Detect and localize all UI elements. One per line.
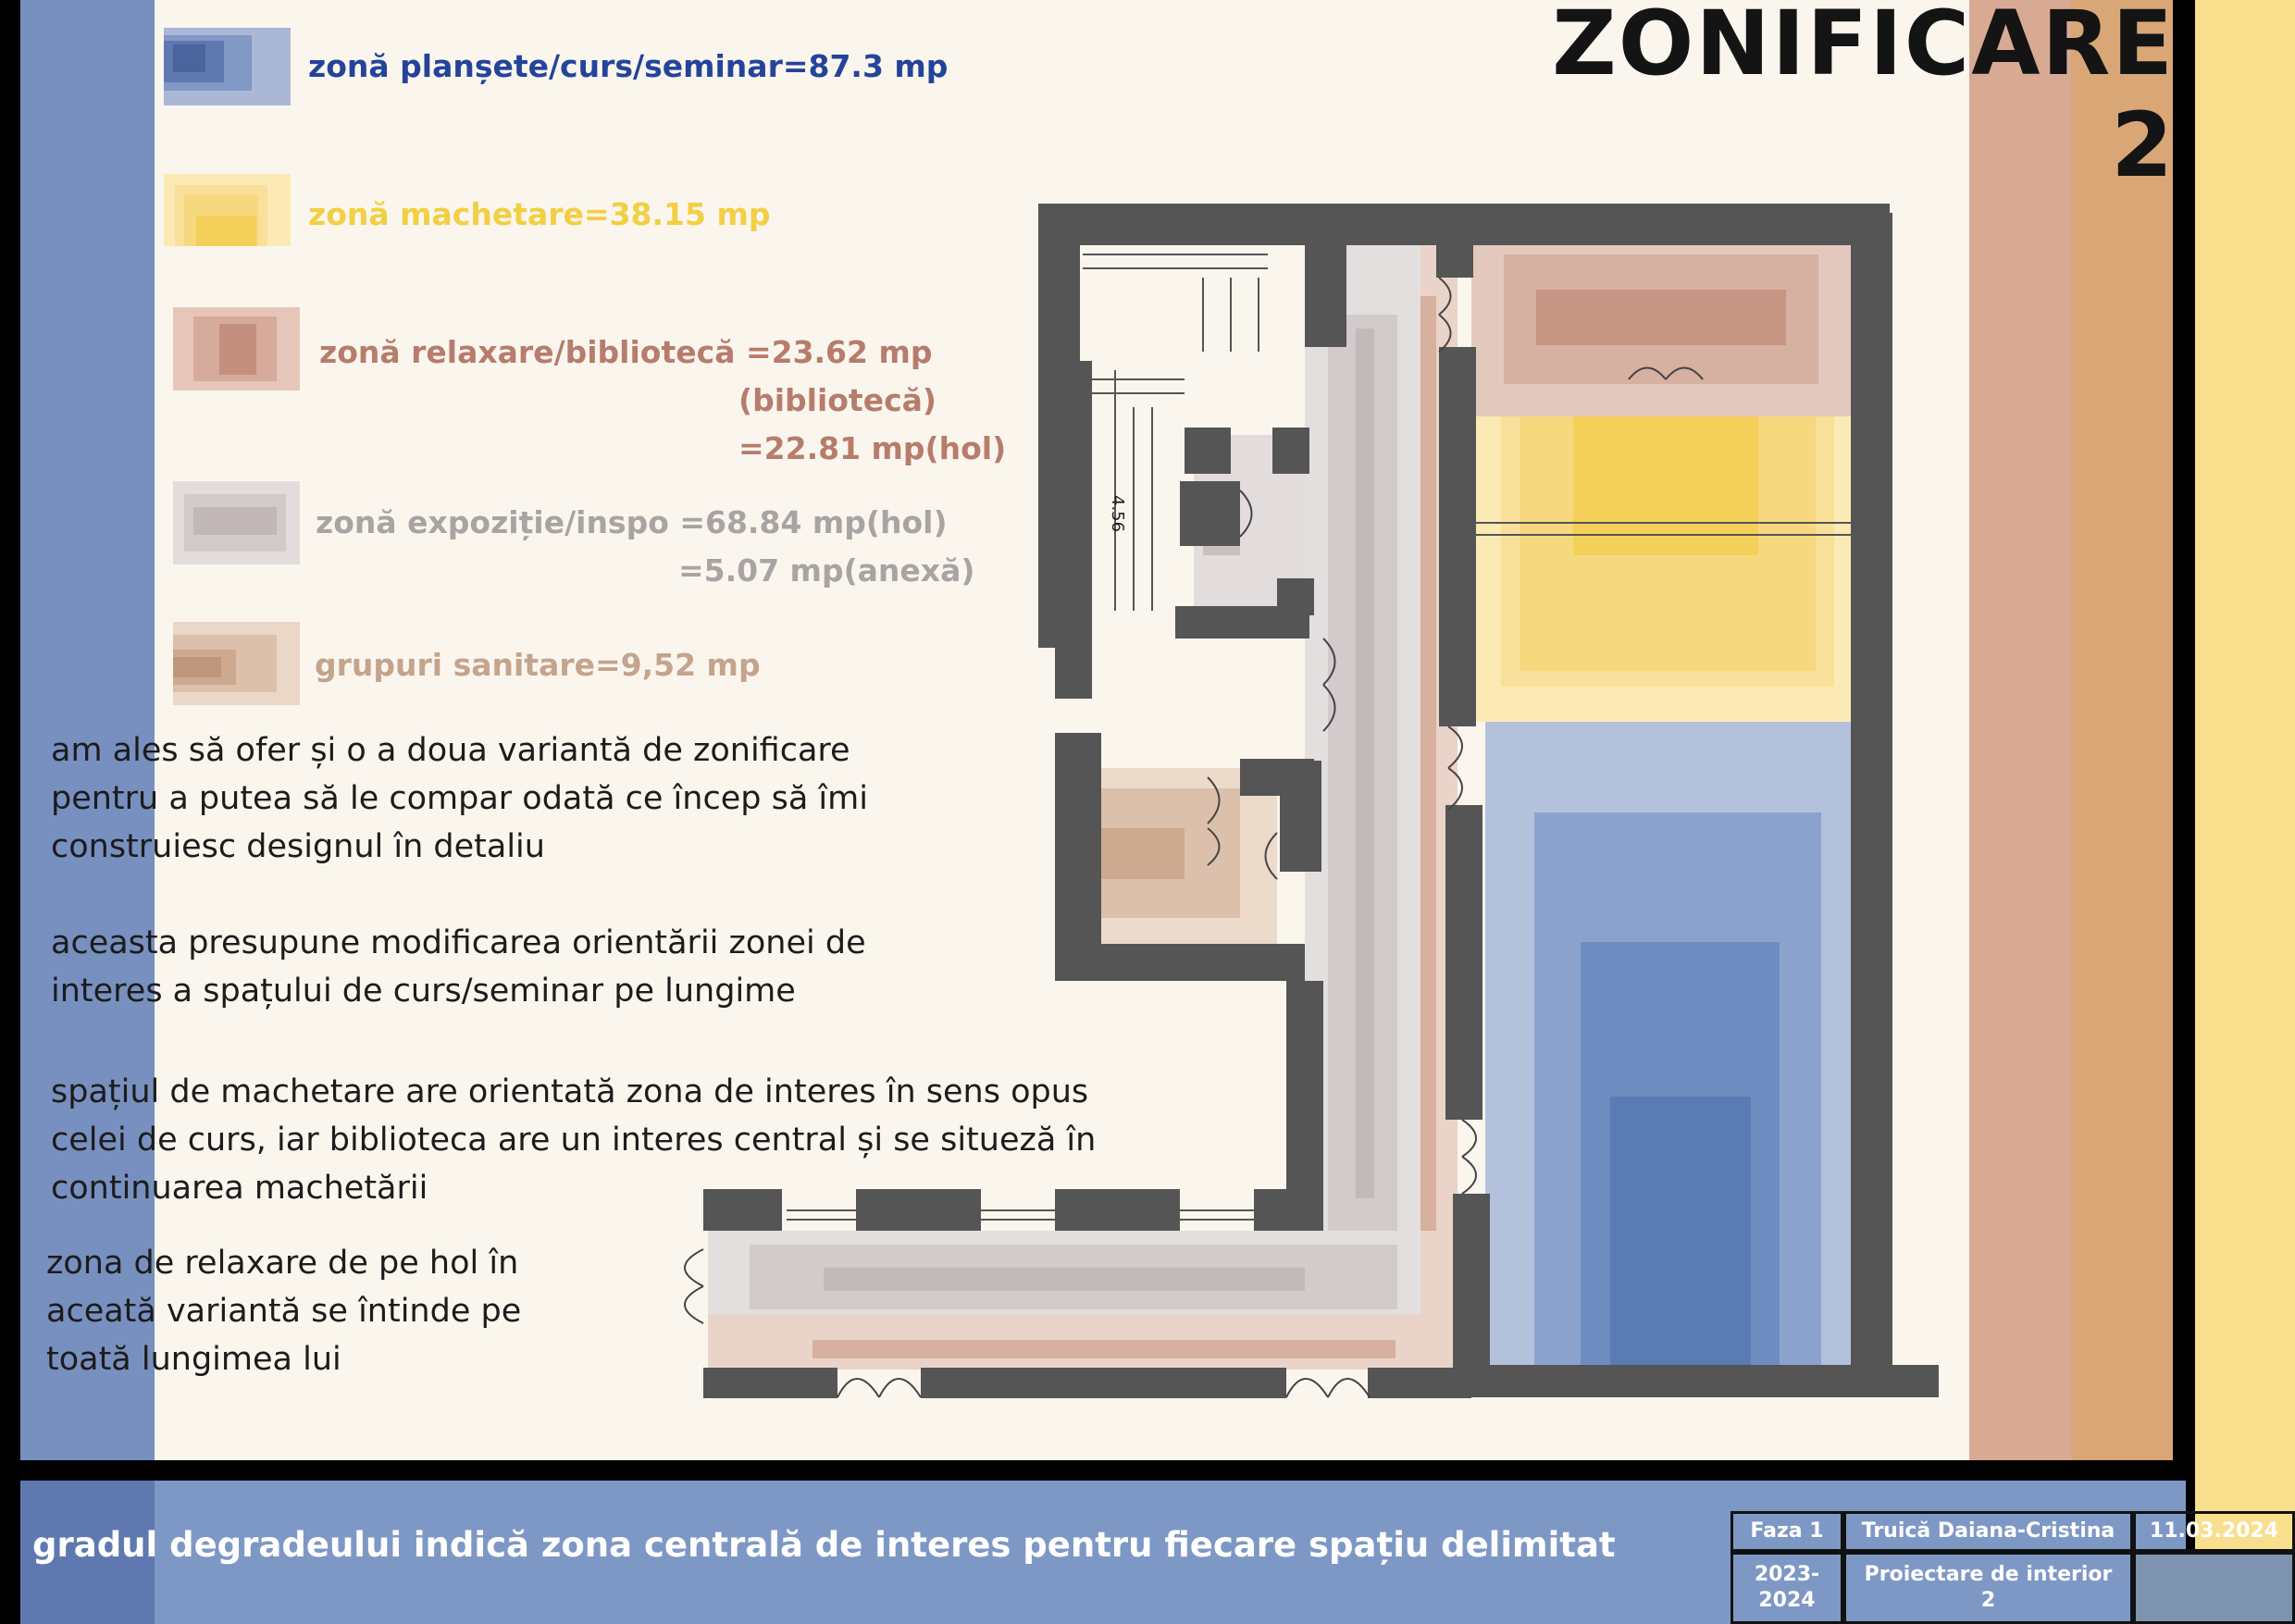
paragraph-1-line-3: construiesc designul în detaliu bbox=[51, 828, 545, 865]
swatch-relaxare bbox=[173, 307, 300, 391]
paragraph-3-line-3: continuarea machetării bbox=[51, 1170, 428, 1207]
title-block-phase: Faza 1 bbox=[1731, 1511, 1843, 1552]
title-block-course-line2: 2 bbox=[1980, 1589, 1996, 1612]
legend-sanitare-text: grupuri sanitare=9,52 mp bbox=[315, 647, 761, 683]
swatch-sanitare bbox=[173, 622, 300, 705]
legend-expozitie-text: zonă expoziție/inspo =68.84 mp(hol) bbox=[316, 504, 948, 540]
floor-plan bbox=[648, 167, 1962, 1434]
swatch-expozitie bbox=[173, 481, 300, 564]
page-title: ZONIFICARE 2 bbox=[1552, 0, 2175, 197]
zone-plansete bbox=[1485, 722, 1879, 1365]
legend-relaxare-text-3: =22.81 mp(hol) bbox=[738, 430, 1007, 466]
paragraph-1-line-1: am ales să ofer și o a doua variantă de zonificare bbox=[51, 732, 850, 769]
legend-relaxare-text: zonă relaxare/bibliotecă =23.62 mp bbox=[319, 334, 933, 370]
right-orange-band bbox=[2071, 0, 2173, 1460]
title-block-author: Truică Daiana-Cristina bbox=[1843, 1511, 2133, 1552]
swatch-machetare bbox=[164, 174, 291, 246]
swatch-plansete bbox=[164, 28, 291, 105]
title-block-course-line1: Proiectare de interior bbox=[1864, 1563, 2113, 1586]
paragraph-4-line-2: aceată variantă se întinde pe bbox=[46, 1293, 522, 1330]
paragraph-3-line-2: celei de curs, iar biblioteca are un interes central și se situeză în bbox=[51, 1122, 1097, 1159]
right-yellow-band bbox=[2195, 0, 2295, 1624]
paragraph-4-line-3: toată lungimea lui bbox=[46, 1341, 341, 1378]
zone-biblioteca bbox=[1471, 236, 1855, 416]
dimension-label: 4.56 bbox=[1108, 495, 1127, 533]
title-block-empty-cell bbox=[2133, 1552, 2295, 1624]
zone-machetare bbox=[1476, 409, 1869, 722]
legend-expozitie-text-2: =5.07 mp(anexă) bbox=[678, 552, 975, 589]
title-block-course bbox=[1843, 1552, 2133, 1624]
paragraph-4-line-1: zona de relaxare de pe hol în bbox=[46, 1245, 519, 1282]
legend-plansete-text: zonă planșete/curs/seminar=87.3 mp bbox=[308, 48, 949, 84]
title-block-year bbox=[1731, 1552, 1843, 1624]
paragraph-2-line-1: aceasta presupune modificarea orientării zonei de bbox=[51, 924, 866, 961]
title-block-date: 11.03.2024 bbox=[2133, 1511, 2295, 1552]
footer-note: gradul degradeului indică zona centrală de interes pentru fiecare spațiu delimitat bbox=[32, 1525, 1616, 1565]
legend-machetare-text: zonă machetare=38.15 mp bbox=[308, 196, 771, 232]
legend-relaxare-text-2: (bibliotecă) bbox=[738, 382, 937, 418]
paragraph-2-line-2: interes a spațului de curs/seminar pe lungime bbox=[51, 973, 796, 1010]
title-block-year-line2: 2024 bbox=[1758, 1589, 1816, 1612]
paragraph-1-line-2: pentru a putea să le compar odată ce încep să îmi bbox=[51, 780, 868, 817]
right-pink-band bbox=[1969, 0, 2071, 1460]
title-block-year-line1: 2023- bbox=[1754, 1563, 1820, 1586]
paragraph-3-line-1: spațiul de machetare are orientată zona de interes în sens opus bbox=[51, 1073, 1089, 1110]
